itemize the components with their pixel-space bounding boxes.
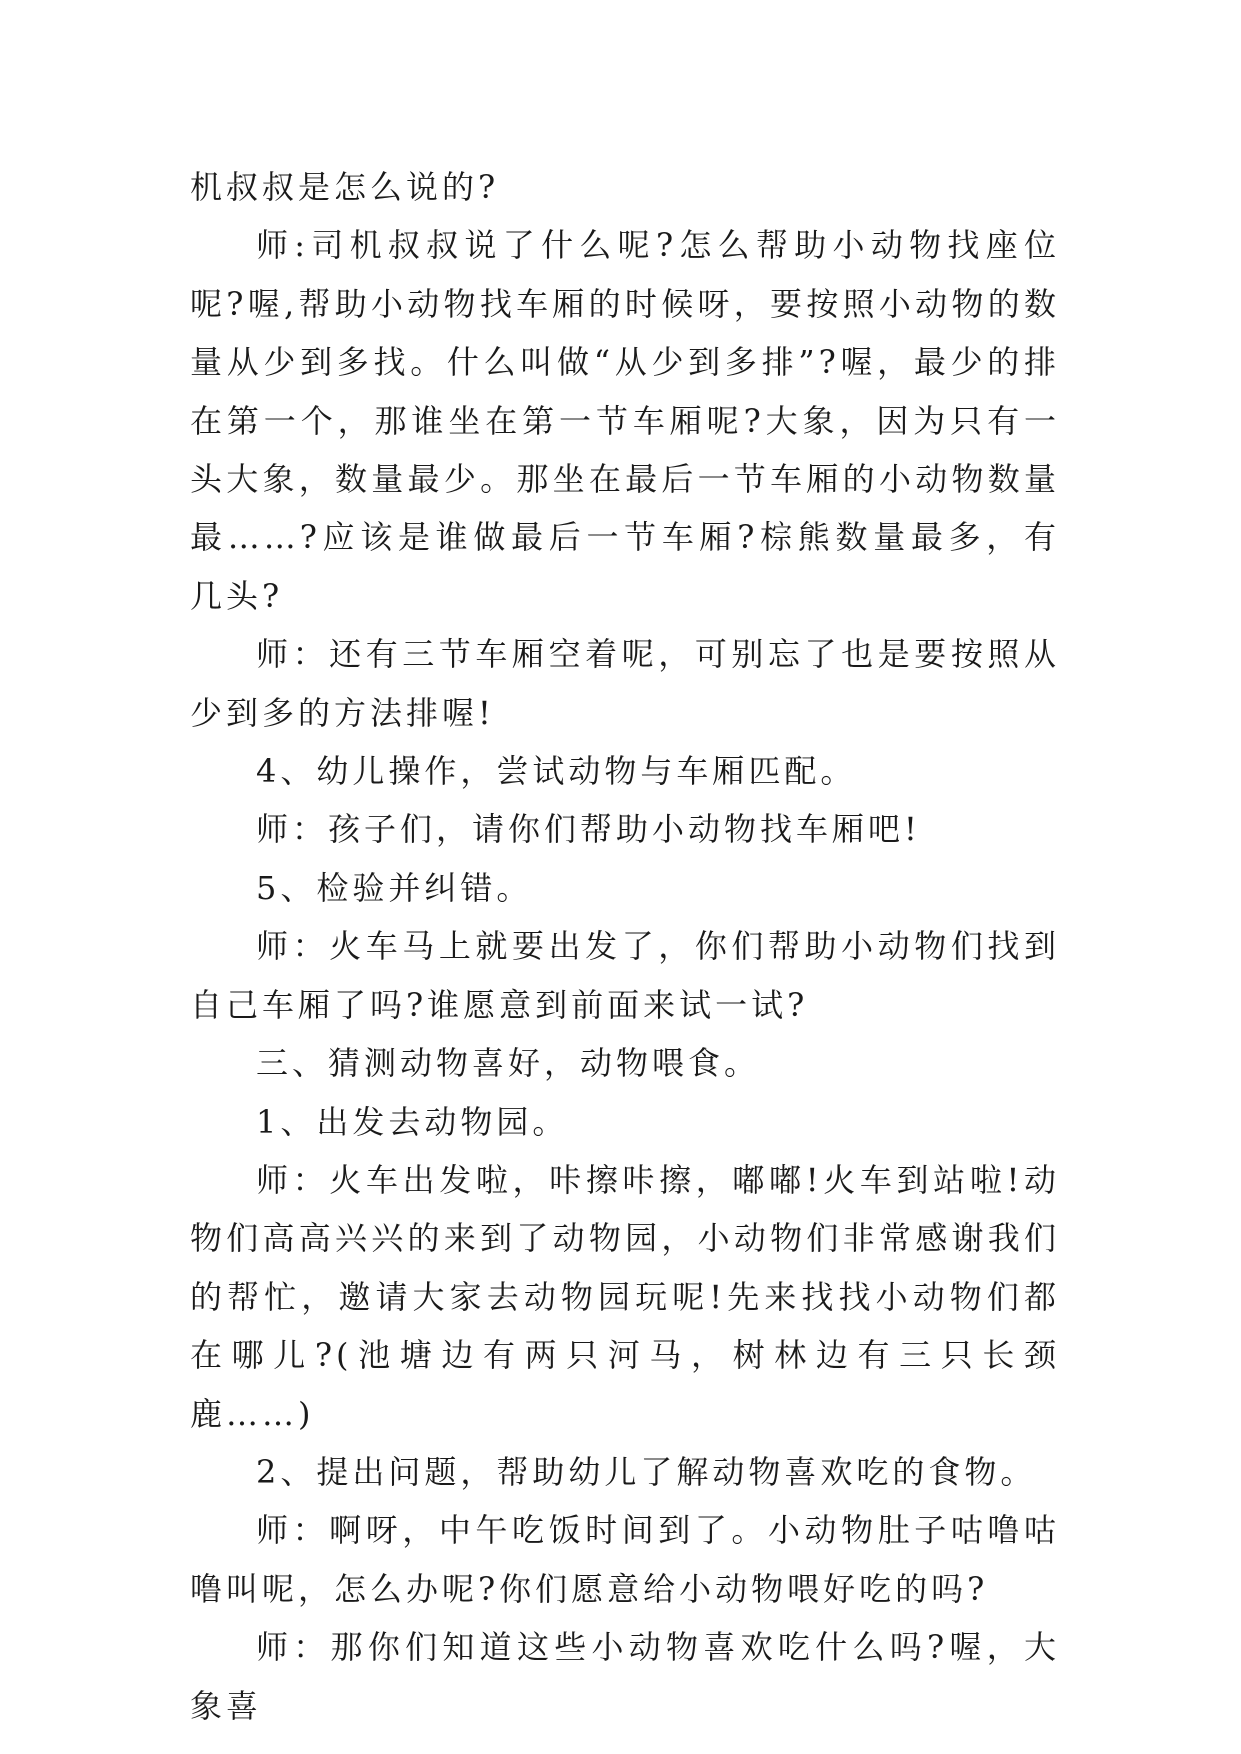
paragraph-12: 师：啊呀，中午吃饭时间到了。小动物肚子咕噜咕噜叫呢，怎么办呢?你们愿意给小动物喂好吃的吗? — [190, 1511, 1060, 1608]
paragraph-3: 师：还有三节车厢空着呢，可别忘了也是要按照从少到多的方法排喔! — [190, 635, 1060, 732]
paragraph-1: 机叔叔是怎么说的? — [190, 168, 500, 206]
paragraph-4: 4、幼儿操作，尝试动物与车厢匹配。 — [256, 752, 857, 791]
paragraph-9: 1、出发去动物园。 — [256, 1102, 569, 1141]
document-body — [190, 158, 1060, 1735]
paragraph-13: 师：那你们知道这些小动物喜欢吃什么吗?喔，大象喜 — [190, 1628, 1060, 1725]
paragraph-11: 2、提出问题，帮助幼儿了解动物喜欢吃的食物。 — [256, 1452, 1037, 1491]
paragraph-10: 师：火车出发啦，咔擦咔擦，嘟嘟!火车到站啦!动物们高高兴兴的来到了动物园，小动物们非常感谢我们的帮忙，邀请大家去动物园玩呢!先来找找小动物们都在哪儿?(池塘边有两只河马，树林边有三只长颈鹿……) — [190, 1160, 1060, 1433]
paragraph-7: 师：火车马上就要出发了，你们帮助小动物们找到自己车厢了吗?谁愿意到前面来试一试? — [190, 927, 1060, 1024]
paragraph-5: 师：孩子们，请你们帮助小动物找车厢吧! — [256, 810, 921, 849]
paragraph-2: 师:司机叔叔说了什么呢?怎么帮助小动物找座位呢?喔,帮助小动物找车厢的时候呀，要按照小动物的数量从少到多找。什么叫做“从少到多排”?喔，最少的排在第一个，那谁坐在第一节车厢呢?大象，因为只有一头大象，数量最少。那坐在最后一节车厢的小动物数量最……?应该是谁做最后一节车厢?棕熊数量最多，有几头? — [190, 226, 1060, 615]
paragraph-8: 三、猜测动物喜好，动物喂食。 — [256, 1044, 761, 1083]
paragraph-6: 5、检验并纠错。 — [256, 868, 533, 907]
